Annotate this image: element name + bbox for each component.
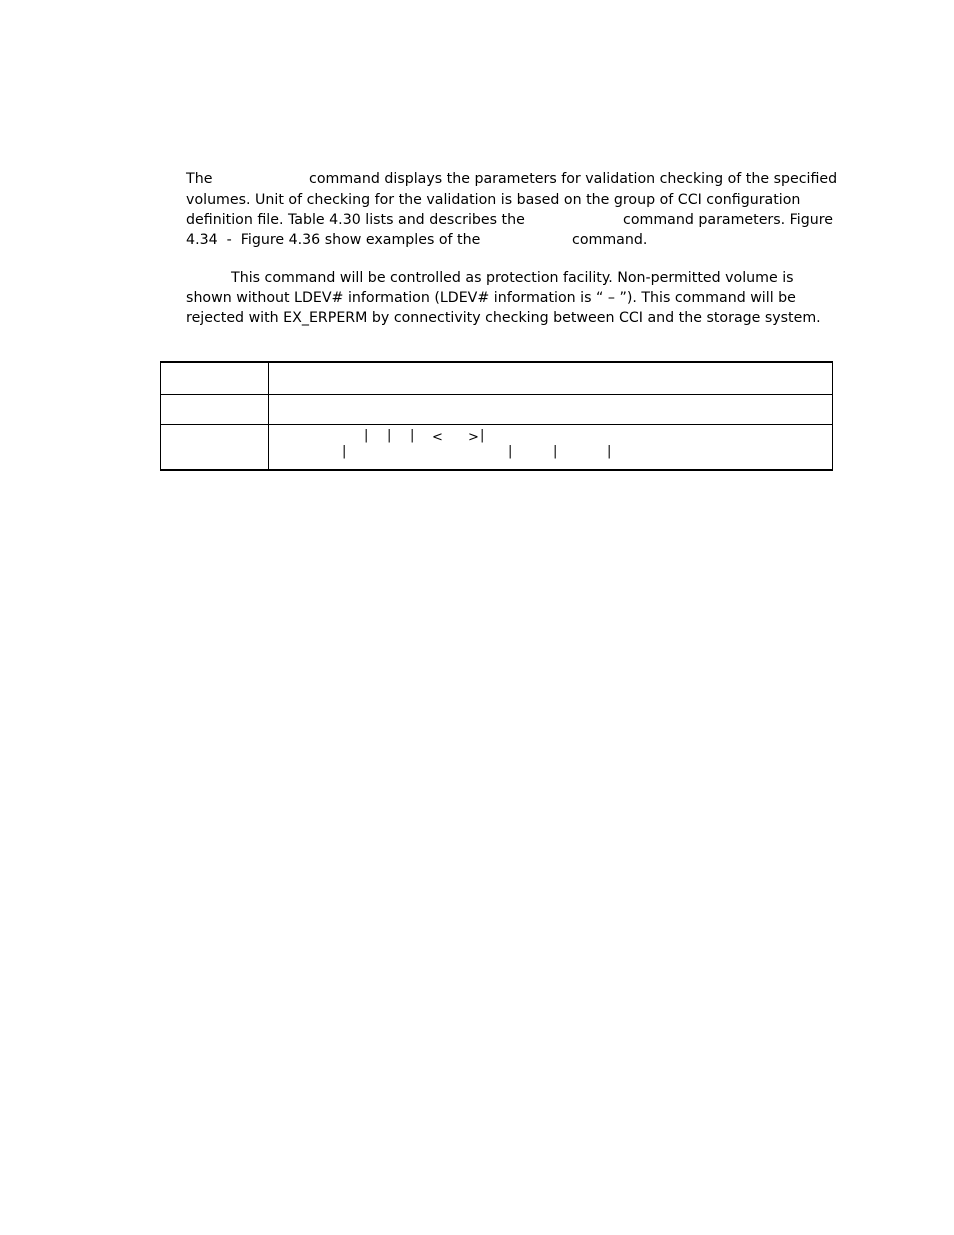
text-fragment: command.	[572, 232, 648, 248]
table-left-border	[160, 361, 161, 471]
table-column-divider	[268, 361, 269, 471]
syntax-separator: |	[364, 428, 369, 443]
text-line	[168, 291, 821, 345]
table-right-border	[832, 361, 833, 471]
text-fragment: This command will be controlled as protection facility. Non-permitted volume is	[231, 270, 794, 286]
table-row-divider	[160, 394, 833, 395]
text-fragment: volumes. Unit of checking for the validation is based on the group of CCI configuration	[186, 192, 801, 208]
paragraph-command-description	[168, 152, 838, 248]
text-fragment: command displays the parameters for validation checking of the specified	[309, 171, 838, 187]
syntax-separator: |	[607, 444, 612, 459]
paragraph-protection-note	[168, 251, 828, 326]
syntax-separator: |	[387, 428, 392, 443]
syntax-separator: |	[553, 444, 558, 459]
text-fragment: shown without LDEV# information (LDEV# information is “ – ”). This command will be	[186, 290, 796, 306]
text-fragment: rejected with EX_ERPERM by connectivity checking between CCI and the storage system.	[186, 310, 821, 326]
syntax-separator: |	[342, 444, 347, 459]
syntax-separator: >	[468, 430, 479, 445]
parameter-table	[160, 361, 833, 471]
text-fragment: The	[186, 171, 213, 187]
text-fragment: 4.34 - Figure 4.36 show examples of the	[186, 232, 481, 248]
syntax-separator: |	[508, 444, 513, 459]
table-bottom-border	[160, 469, 833, 471]
text-fragment: definition file. Table 4.30 lists and describes the	[186, 212, 525, 228]
table-row-divider	[160, 424, 833, 425]
text-fragment: command parameters. Figure	[623, 212, 833, 228]
syntax-separator: |	[480, 428, 485, 443]
syntax-separator: <	[432, 430, 443, 445]
syntax-separator: |	[410, 428, 415, 443]
table-top-border	[160, 361, 833, 363]
